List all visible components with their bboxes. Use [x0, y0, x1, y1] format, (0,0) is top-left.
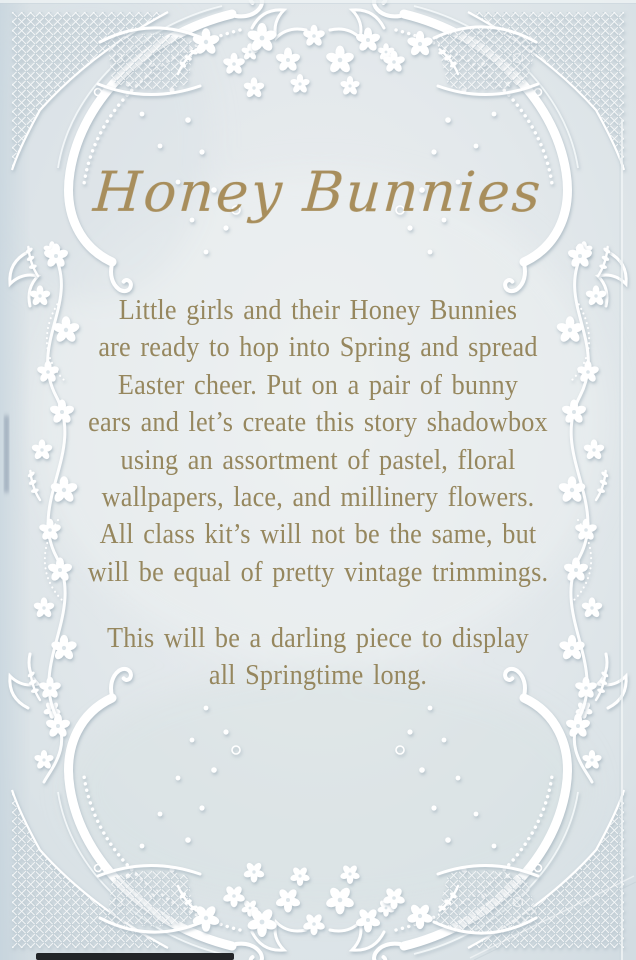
- body-line: will be equal of pretty vintage trimmings.: [87, 556, 549, 588]
- body-line: using an assortment of pastel, floral: [120, 444, 516, 476]
- body-line: ears and let’s create this story shadowbox: [88, 407, 548, 439]
- closing-paragraph: [25, 620, 610, 695]
- body-line: are ready to hop into Spring and spread: [98, 332, 538, 364]
- body-line: Easter cheer. Put on a pair of bunny: [117, 369, 519, 401]
- body-line: This will be a darling piece to display: [107, 623, 529, 654]
- card-title: Honey Bunnies: [91, 160, 545, 224]
- body-line: All class kit’s will not be the same, but: [99, 519, 537, 551]
- body-line: wallpapers, lace, and millinery flowers.: [101, 482, 535, 514]
- body-line: Little girls and their Honey Bunnies: [118, 295, 518, 326]
- dark-table-strip: [36, 953, 234, 960]
- intro-paragraph: [25, 292, 610, 591]
- body-line: all Springtime long.: [208, 660, 428, 692]
